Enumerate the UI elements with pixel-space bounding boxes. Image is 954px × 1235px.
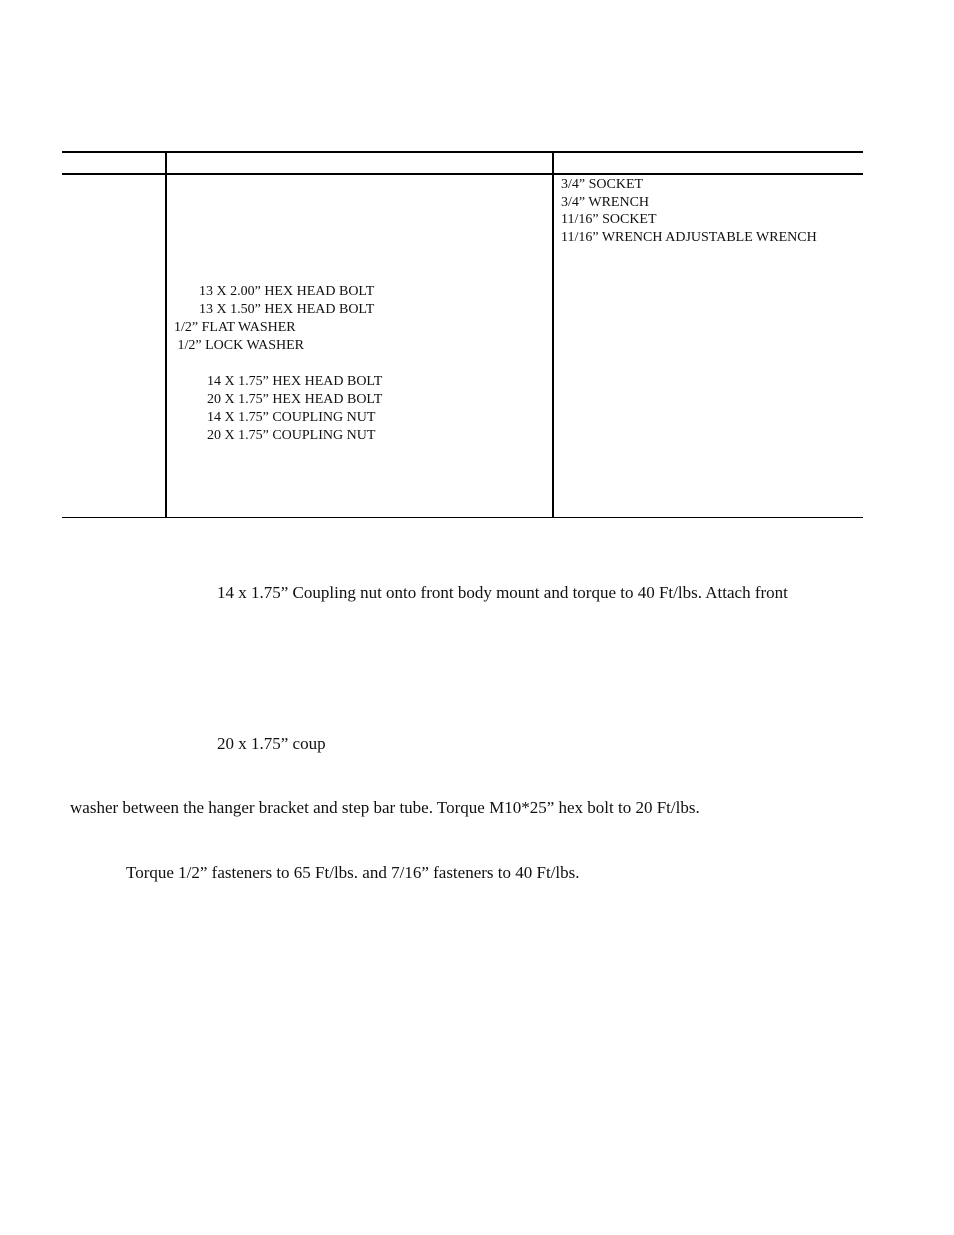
tool-item: 11/16” WRENCH ADJUSTABLE WRENCH	[561, 230, 817, 245]
table-header-divider	[62, 173, 863, 175]
part-item: 14 X 1.75” COUPLING NUT	[207, 410, 376, 425]
table-bottom-border	[62, 517, 863, 518]
instruction-line: 14 x 1.75” Coupling nut onto front body mount and torque to 40 Ft/lbs. Attach front	[217, 583, 788, 602]
part-item: 20 X 1.75” COUPLING NUT	[207, 428, 376, 443]
tool-item: 3/4” WRENCH	[561, 195, 650, 210]
table-top-border	[62, 151, 863, 153]
instruction-line: washer between the hanger bracket and step bar tube. Torque M10*25” hex bolt to 20 Ft/lbs.	[70, 798, 700, 817]
part-item: 13 X 1.50” HEX HEAD BOLT	[199, 302, 375, 317]
table-column-divider-2	[552, 151, 554, 518]
part-item: 13 X 2.00” HEX HEAD BOLT	[199, 284, 375, 299]
tool-item: 3/4” SOCKET	[561, 177, 644, 192]
table-column-divider-1	[165, 151, 167, 518]
instruction-line: Torque 1/2” fasteners to 65 Ft/lbs. and 7/16” fasteners to 40 Ft/lbs.	[126, 863, 580, 882]
tool-item: 11/16” SOCKET	[561, 212, 657, 227]
part-item: 14 X 1.75” HEX HEAD BOLT	[207, 374, 383, 389]
part-item: 1/2” FLAT WASHER	[174, 320, 296, 335]
part-item: 1/2” LOCK WASHER	[174, 338, 305, 353]
part-item: 20 X 1.75” HEX HEAD BOLT	[207, 392, 383, 407]
instruction-line: 20 x 1.75” coup	[217, 734, 326, 753]
